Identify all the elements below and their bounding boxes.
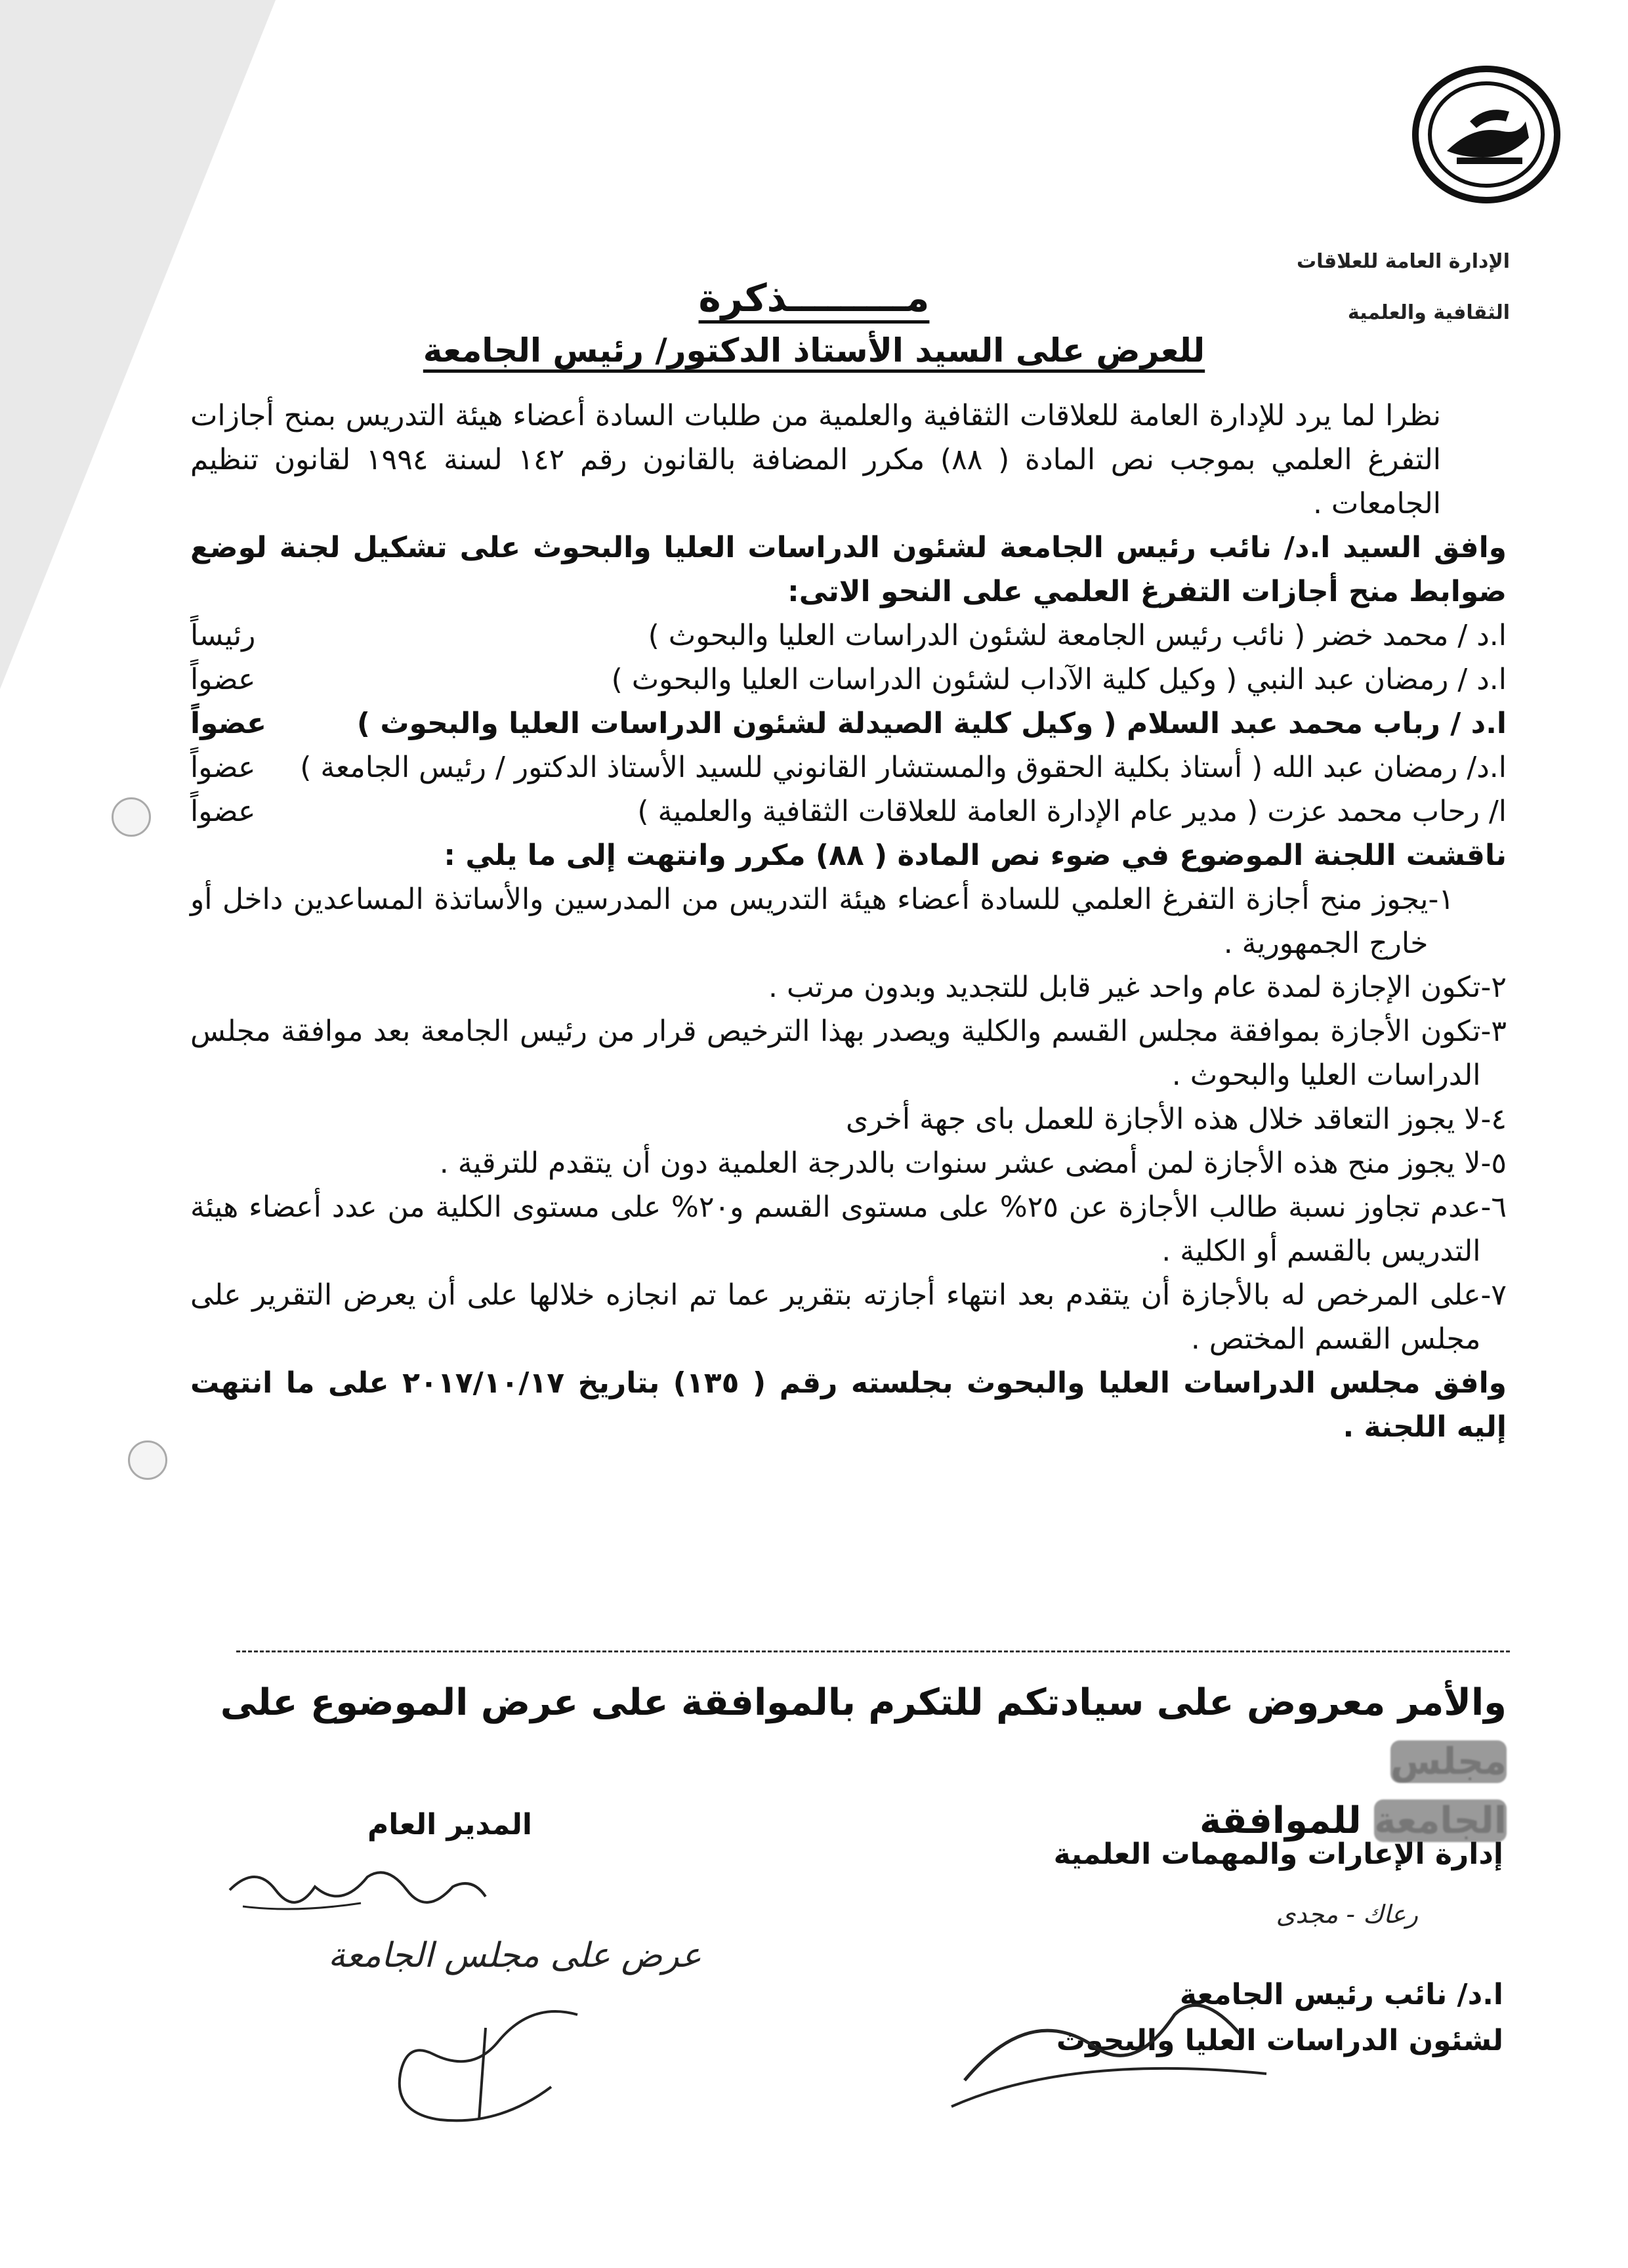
addressee-line: للعرض على السيد الأستاذ الدكتور/ رئيس الجامعة xyxy=(423,331,1205,369)
member-role: عضواً xyxy=(190,795,256,828)
rule-text: يجوز منح أجازة التفرغ العلمي للسادة أعضاء هيئة التدريس من المدرسين والأساتذة المساعدين داخل أو خارج الجمهورية . xyxy=(190,883,1429,960)
council-approval-paragraph: وافق مجلس الدراسات العليا والبحوث بجلسته رقم ( ١٣٥) بتاريخ ٢٠١٧/١٠/١٧ على ما انتهت إليه اللجنة . xyxy=(190,1366,1507,1444)
member-name: ا.د/ رمضان عبد الله ( أستاذ بكلية الحقوق والمستشار القانوني للسيد الأستاذ الدكتور / رئيس الجامعة ) xyxy=(300,751,1507,784)
smudged-word: مجلس xyxy=(1390,1740,1507,1783)
general-manager-signature-icon xyxy=(217,1851,492,1923)
dept-line-1: الإدارة العامة للعلاقات xyxy=(1297,250,1510,273)
rule-item xyxy=(190,1185,1507,1273)
rule-number: ٥- xyxy=(1480,1146,1507,1180)
dept-signature-label: إدارة الإعارات والمهمات العلمية xyxy=(1053,1838,1503,1871)
punch-hole xyxy=(112,797,151,837)
closing-text-part1: والأمر معروض على سيادتكم للتكرم بالموافقة على عرض الموضوع على xyxy=(220,1681,1507,1724)
closing-text-part2: للموافقة xyxy=(1199,1799,1362,1842)
rule-item xyxy=(190,1273,1507,1361)
committee-member xyxy=(190,614,1507,658)
rule-text: عدم تجاوز نسبة طالب الأجازة عن ٢٥% على مستوى القسم و٢٠% على مستوى الكلية من عدد أعضاء هيئة التدريس بالقسم أو الكلية . xyxy=(190,1190,1481,1268)
member-name: ا.د / رمضان عبد النبي ( وكيل كلية الآداب لشئون الدراسات العليا والبحوث ) xyxy=(611,663,1507,696)
general-manager-label: المدير العام xyxy=(367,1808,532,1841)
member-role: رئيساً xyxy=(190,619,256,652)
committee-list xyxy=(190,614,1507,833)
rule-text: لا يجوز منح هذه الأجازة لمن أمضى عشر سنوات بالدرجة العلمية دون أن يتقدم للترقية . xyxy=(439,1146,1481,1180)
memo-title: مـــــــــذكرة xyxy=(698,276,930,320)
memo-body xyxy=(190,394,1507,1449)
rule-number: ٦- xyxy=(1480,1190,1507,1224)
rule-text: على المرخص له بالأجازة أن يتقدم بعد انتهاء أجازته بتقرير عما تم انجازه خلالها على أن يعرض التقرير على مجلس القسم المختص . xyxy=(190,1278,1481,1356)
dept-handwritten-name: رعاك - مجدى xyxy=(1276,1900,1418,1929)
rule-number: ٣- xyxy=(1480,1015,1507,1048)
rule-item xyxy=(190,1097,1507,1141)
committee-member xyxy=(190,702,1507,746)
punch-hole xyxy=(128,1440,167,1480)
rule-text: تكون الإجازة لمدة عام واحد غير قابل للتجديد وبدون مرتب . xyxy=(768,971,1481,1004)
member-name: ا.د / رباب محمد عبد السلام ( وكيل كلية الصيدلة لشئون الدراسات العليا والبحوث ) xyxy=(356,707,1507,740)
rule-number: ١- xyxy=(1428,883,1454,916)
university-logo-icon xyxy=(1411,59,1562,210)
committee-member xyxy=(190,746,1507,789)
rule-text: تكون الأجازة بموافقة مجلس القسم والكلية ويصدر بهذا الترخيص قرار من رئيس الجامعة بعد موافقة مجلس الدراسات العليا والبحوث . xyxy=(190,1015,1481,1092)
rule-text: لا يجوز التعاقد خلال هذه الأجازة للعمل باى جهة أخرى xyxy=(845,1102,1481,1136)
vp-line-1: ا.د/ نائب رئيس الجامعة xyxy=(1179,1978,1503,2011)
member-name: ا.د / محمد خضر ( نائب رئيس الجامعة لشئون الدراسات العليا والبحوث ) xyxy=(648,619,1507,652)
approval-paragraph: وافق السيد ا.د/ نائب رئيس الجامعة لشئون الدراسات العليا والبحوث على تشكيل لجنة لوضع ضوابط منح أجازات التفرغ العلمي على النحو الاتى: xyxy=(190,531,1507,608)
committee-member xyxy=(190,789,1507,833)
member-role: عضواً xyxy=(190,751,256,784)
smudged-word: الجامعة xyxy=(1374,1799,1507,1842)
dept-line-2: الثقافية والعلمية xyxy=(1347,301,1510,324)
rule-item xyxy=(190,877,1507,965)
discussion-paragraph: ناقشت اللجنة الموضوع في ضوء نص المادة ( ٨٨) مكرر وانتهت إلى ما يلي : xyxy=(444,839,1507,872)
member-role: عضواً xyxy=(190,663,256,696)
rule-number: ٢- xyxy=(1480,971,1507,1004)
intro-paragraph: نظرا لما يرد للإدارة العامة للعلاقات الثقافية والعلمية من طلبات السادة أعضاء هيئة التدريس بمنح أجازات التفرغ العلمي بموجب نص المادة ( ٨٨) مكرر المضافة بالقانون رقم ١٤٢ لسنة ١٩٩٤ لقانون تنظيم الجامعات . xyxy=(190,399,1441,520)
rules-list xyxy=(190,877,1507,1361)
committee-member xyxy=(190,658,1507,702)
handwritten-referral-signature-icon xyxy=(367,1988,617,2139)
member-role: عضواً xyxy=(190,707,267,740)
vp-line-2: لشئون الدراسات العليا والبحوث xyxy=(1056,2024,1503,2057)
rule-item xyxy=(190,1009,1507,1097)
rule-number: ٤- xyxy=(1480,1102,1507,1136)
rule-number: ٧- xyxy=(1480,1278,1507,1312)
rule-item xyxy=(190,1141,1507,1185)
rule-item xyxy=(190,965,1507,1009)
member-name: ا/ رحاب محمد عزت ( مدير عام الإدارة العامة للعلاقات الثقافية والعلمية ) xyxy=(637,795,1507,828)
vice-president-signature-icon xyxy=(938,1975,1280,2126)
handwritten-referral-note: عرض على مجلس الجامعة xyxy=(328,1936,702,1975)
section-divider xyxy=(236,1650,1510,1652)
